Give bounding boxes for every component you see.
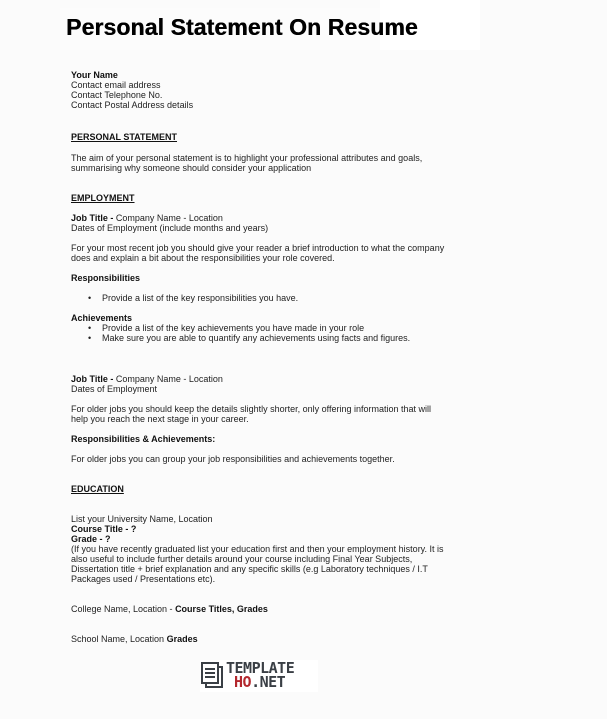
education-note-line-2: also useful to include further details around your course including Final Year Subjects, (71, 554, 413, 564)
section-heading-employment: EMPLOYMENT (71, 193, 135, 203)
education-school: School Name, Location Grades (71, 634, 198, 644)
education-course: Course Title - ? (71, 524, 137, 534)
job1-responsibilities-heading: Responsibilities (71, 273, 141, 283)
templatehq-watermark (200, 660, 318, 692)
contact-email: Contact email address (71, 80, 161, 90)
education-college: College Name, Location - Course Titles, Grades (71, 604, 268, 614)
section-heading-education: EDUCATION (71, 484, 124, 494)
job2-combined-text: For older jobs you can group your job responsibilities and achievements together. (71, 454, 395, 464)
job2-dates: Dates of Employment (71, 384, 158, 394)
job1-dates: Dates of Employment (include months and years) (71, 223, 269, 233)
personal-statement-line-2: summarising why someone should consider your application (71, 163, 312, 173)
job2-intro-line-2: help you reach the next stage in your career. (71, 414, 249, 424)
job2-company: Company Name - Location (113, 374, 223, 384)
education-note-line-3: Dissertation title + brief explanation and any specific skills (e.g Laboratory techniques / I.T (71, 564, 428, 574)
contact-telephone: Contact Telephone No. (71, 90, 163, 100)
job2-intro-line-1: For older jobs you should keep the details slightly shorter, only offering information that will (71, 404, 432, 414)
contact-postal: Contact Postal Address details (71, 100, 194, 110)
job2-title-line (71, 374, 223, 384)
bullet-icon: • (88, 323, 92, 333)
personal-statement-line-1: The aim of your personal statement is to highlight your professional attributes and goals, (71, 153, 423, 163)
job1-intro-line-1: For your most recent job you should give your reader a brief introduction to what the company (71, 243, 445, 253)
job1-achievements-heading: Achievements (71, 313, 133, 323)
education-university: List your University Name, Location (71, 514, 213, 524)
education-note-line-4: Packages used / Presentations etc). (71, 574, 216, 584)
job2-combined-heading: Responsibilities & Achievements: (71, 434, 216, 444)
bullet-icon: • (88, 333, 92, 343)
watermark-text-line-1: TEMPLATE (226, 659, 295, 677)
document-stack-icon (200, 661, 224, 689)
job1-intro-line-2: does and explain a bit about the responsibilities your role covered. (71, 253, 335, 263)
watermark-text-line-2: HO.NET (234, 673, 286, 691)
education-grade: Grade - ? (71, 534, 111, 544)
education-note-line-1: (If you have recently graduated list your education first and then your employment history. It is (71, 544, 444, 554)
section-heading-personal-statement: PERSONAL STATEMENT (71, 132, 178, 142)
job1-title-line (71, 213, 223, 223)
bullet-icon: • (88, 293, 92, 303)
job1-company: Company Name - Location (113, 213, 223, 223)
page-title: Personal Statement On Resume (66, 14, 418, 40)
job2-title-label: Job Title - (71, 374, 114, 384)
contact-name: Your Name (71, 70, 118, 80)
job1-title-label: Job Title - (71, 213, 114, 223)
